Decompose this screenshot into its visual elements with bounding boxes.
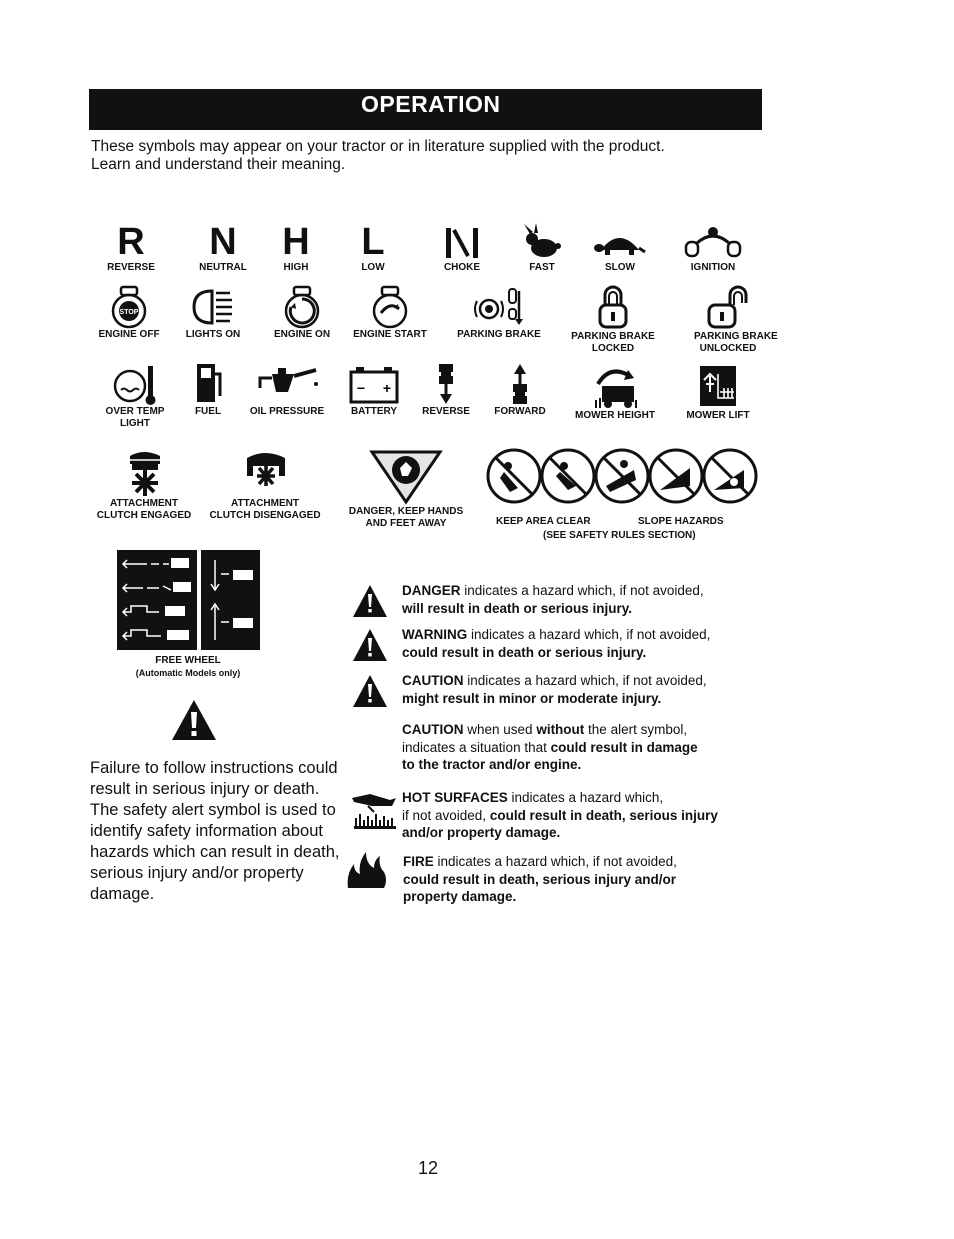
symbol-choke: CHOKE <box>432 222 492 274</box>
symbol-ignition: IGNITION <box>680 222 746 274</box>
symbol-fuel: FUEL <box>186 362 230 418</box>
hot-surfaces-definition: HOT SURFACES indicates a hazard which, if not avoided, could result in death, serious injury and/or property damage. <box>402 790 718 840</box>
turtle-icon <box>593 222 647 262</box>
failure-paragraph: Failure to follow instructions could result in serious injury or death. The safety alert symbol is used to identify safety information about hazards which can result in death, serious injury and/or property damage. <box>90 759 340 903</box>
danger-definition: DANGER indicates a hazard which, if not avoided, will result in death or serious injury. <box>402 583 704 616</box>
mower-height-icon <box>590 362 640 410</box>
oil-can-icon <box>254 362 320 406</box>
prohibition-circles-icon <box>484 446 764 506</box>
warning-icon <box>352 628 388 662</box>
caution-icon <box>352 674 388 708</box>
caution-definition: CAUTION indicates a hazard which, if not avoided, might result in minor or moderate injury. <box>402 673 707 706</box>
engine-off-icon <box>106 285 152 329</box>
symbol-high: H HIGH <box>282 221 310 273</box>
safety-alert-symbol <box>170 698 218 742</box>
symbol-parking-brake: PARKING BRAKE <box>450 285 548 341</box>
symbol-engine-on: ENGINE ON <box>266 285 338 341</box>
symbol-slow: SLOW <box>590 222 650 274</box>
section-title: OPERATION <box>361 91 501 117</box>
symbol-oil-pressure: OIL PRESSURE <box>244 362 330 418</box>
symbol-parking-brake-locked: PARKING BRAKE LOCKED <box>566 285 660 355</box>
attachment-engaged-icon <box>114 446 174 498</box>
attachment-disengaged-icon <box>235 446 295 498</box>
over-temp-icon <box>112 362 158 406</box>
lock-closed-icon <box>593 285 633 331</box>
symbol-battery: − + BATTERY <box>346 362 402 418</box>
stop-text: STOP <box>119 309 139 316</box>
warning-definition: WARNING indicates a hazard which, if not avoided, could result in death or serious injury. <box>402 627 711 660</box>
danger-icon <box>352 584 388 618</box>
choke-icon <box>442 222 482 262</box>
symbol-engine-start: ENGINE START <box>346 285 434 341</box>
lock-open-icon <box>704 285 752 331</box>
symbol-low: L LOW <box>361 221 385 273</box>
mower-lift-icon <box>696 362 740 410</box>
fire-definition: FIRE indicates a hazard which, if not avoided, could result in death, serious injury and/or property damage. <box>403 854 677 904</box>
symbol-neutral: N NEUTRAL <box>199 221 247 273</box>
hand-hazard-icon <box>368 446 444 506</box>
symbol-fast: FAST <box>512 222 572 274</box>
engine-start-icon <box>367 285 413 329</box>
symbol-reverse-gear: R REVERSE <box>107 221 155 273</box>
prohibition-icons: KEEP AREA CLEAR SLOPE HAZARDS (SEE SAFETY RULES SECTION) <box>484 446 764 506</box>
forward-arrow-icon <box>505 362 535 406</box>
page-number: 12 <box>418 1158 439 1178</box>
intro-text: These symbols may appear on your tractor or in literature supplied with the product. Learn and understand their meaning. <box>91 138 665 173</box>
symbol-attachment-disengaged: ATTACHMENT CLUTCH DISENGAGED <box>202 446 328 522</box>
battery-icon <box>348 362 400 406</box>
svg-text:+: + <box>382 380 392 396</box>
free-wheel-caption: FREE WHEEL (Automatic Models only) <box>135 655 241 678</box>
headlight-icon <box>190 285 236 329</box>
free-wheel-icon <box>117 550 260 650</box>
rabbit-icon <box>520 222 564 262</box>
symbol-over-temp: OVER TEMP LIGHT <box>98 362 172 430</box>
ignition-icon <box>680 222 746 262</box>
fire-icon <box>344 850 390 890</box>
caution-no-symbol-definition: CAUTION when used without the alert symbol, indicates a situation that could result in damage to the tractor and/or engine. <box>402 722 698 772</box>
parking-brake-icon <box>469 285 529 329</box>
svg-text:−: − <box>356 380 366 396</box>
symbol-attachment-engaged: ATTACHMENT CLUTCH ENGAGED <box>90 446 198 522</box>
symbol-reverse-direction: REVERSE <box>416 362 476 418</box>
reverse-arrow-icon <box>431 362 461 406</box>
free-wheel-diagram <box>117 550 260 650</box>
symbol-lights-on: LIGHTS ON <box>178 285 248 341</box>
hot-surface-icon <box>350 786 398 830</box>
engine-on-icon <box>279 285 325 329</box>
symbol-parking-brake-unlocked: PARKING BRAKE UNLOCKED <box>694 285 762 355</box>
symbol-danger-keep-hands: DANGER, KEEP HANDS AND FEET AWAY <box>340 446 472 530</box>
symbol-mower-height: MOWER HEIGHT <box>568 362 662 422</box>
symbol-mower-lift: MOWER LIFT <box>680 362 756 422</box>
safety-alert-icon <box>170 698 218 742</box>
symbol-engine-off: STOP ENGINE OFF <box>94 285 164 341</box>
fuel-pump-icon <box>193 362 223 406</box>
symbol-forward-direction: FORWARD <box>488 362 552 418</box>
section-banner <box>89 89 762 130</box>
